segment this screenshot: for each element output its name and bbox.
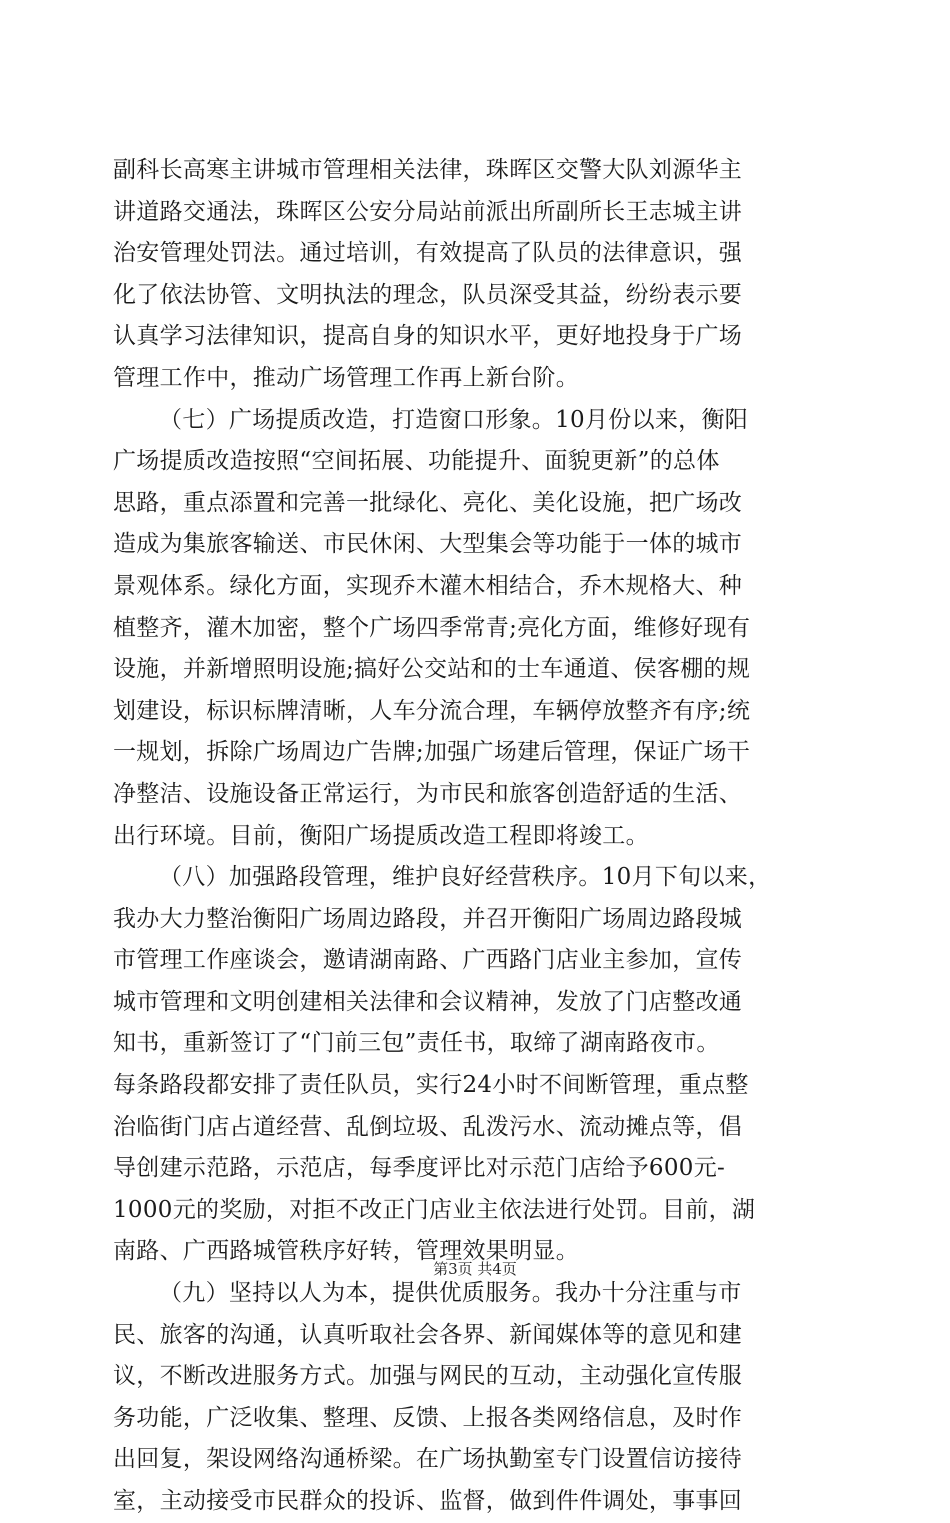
- text-line: 净整洁、设施设备正常运行，为市民和旅客创造舒适的生活、: [113, 780, 743, 807]
- text-line: 造成为集旅客输送、市民休闲、大型集会等功能于一体的城市: [113, 531, 743, 558]
- text-line: 民、旅客的沟通，认真听取社会各界、新闻媒体等的意见和建: [113, 1321, 743, 1348]
- text-line: 室，主动接受市民群众的投诉、监督，做到件件调处，事事回: [113, 1488, 743, 1514]
- text-line: 植整齐，灌木加密，整个广场四季常青;亮化方面，维修好现有: [113, 614, 751, 641]
- text-line: 管理工作中，推动广场管理工作再上新台阶。: [113, 364, 579, 391]
- text-line: 市管理工作座谈会，邀请湖南路、广西路门店业主参加，宣传: [113, 947, 743, 974]
- paragraph-first-line: （八）加强路段管理，维护良好经营秩序。10月下旬以来，: [159, 864, 772, 891]
- text-line: 议，不断改进服务方式。加强与网民的互动，主动强化宣传服: [113, 1363, 743, 1390]
- text-line: 治临街门店占道经营、乱倒垃圾、乱泼污水、流动摊点等，倡: [113, 1113, 743, 1140]
- text-line: 导创建示范路，示范店，每季度评比对示范门店给予600元-: [113, 1155, 726, 1182]
- text-line: 出回复，架设网络沟通桥梁。在广场执勤室专门设置信访接待: [113, 1446, 743, 1473]
- text-line: 认真学习法律知识，提高自身的知识水平，更好地投身于广场: [113, 323, 743, 350]
- text-line: 设施，并新增照明设施;搞好公交站和的士车通道、侯客棚的规: [113, 656, 751, 683]
- text-line: 南路、广西路城管秩序好转，管理效果明显。: [113, 1238, 579, 1265]
- text-line: 知书，重新签订了“门前三包”责任书，取缔了湖南路夜市。: [113, 1030, 720, 1057]
- text-line: 景观体系。绿化方面，实现乔木灌木相结合，乔木规格大、种: [113, 572, 743, 599]
- text-line: 务功能，广泛收集、整理、反馈、上报各类网络信息，及时作: [113, 1404, 743, 1431]
- text-line: 化了依法协管、文明执法的理念，队员深受其益，纷纷表示要: [113, 281, 743, 308]
- document-body: [113, 150, 833, 1523]
- page-footer: 第3页 共4页: [433, 1260, 517, 1278]
- text-line: 思路，重点添置和完善一批绿化、亮化、美化设施，把广场改: [113, 489, 743, 516]
- text-line: 划建设，标识标牌清晰，人车分流合理，车辆停放整齐有序;统: [113, 697, 751, 724]
- text-line: 1000元的奖励，对拒不改正门店业主依法进行处罚。目前，湖: [113, 1196, 756, 1223]
- text-line: 治安管理处罚法。通过培训，有效提高了队员的法律意识，强: [113, 240, 743, 267]
- paragraph-first-line: （七）广场提质改造，打造窗口形象。10月份以来，衡阳: [159, 406, 749, 433]
- paragraph-first-line: （九）坚持以人为本，提供优质服务。我办十分注重与市: [159, 1280, 742, 1307]
- text-line: 一规划，拆除广场周边广告牌;加强广场建后管理，保证广场干: [113, 739, 751, 766]
- text-line: 副科长高寒主讲城市管理相关法律，珠晖区交警大队刘源华主: [113, 157, 743, 183]
- text-line: 每条路段都安排了责任队员，实行24小时不间断管理，重点整: [113, 1072, 749, 1099]
- text-line: 讲道路交通法，珠晖区公安分局站前派出所副所长王志城主讲: [113, 198, 743, 225]
- text-line: 广场提质改造按照“空间拓展、功能提升、面貌更新”的总体: [113, 448, 720, 475]
- text-line: 我办大力整治衡阳广场周边路段，并召开衡阳广场周边路段城: [113, 905, 743, 932]
- text-line: 出行环境。目前，衡阳广场提质改造工程即将竣工。: [113, 822, 649, 849]
- text-line: 城市管理和文明创建相关法律和会议精神，发放了门店整改通: [113, 988, 743, 1015]
